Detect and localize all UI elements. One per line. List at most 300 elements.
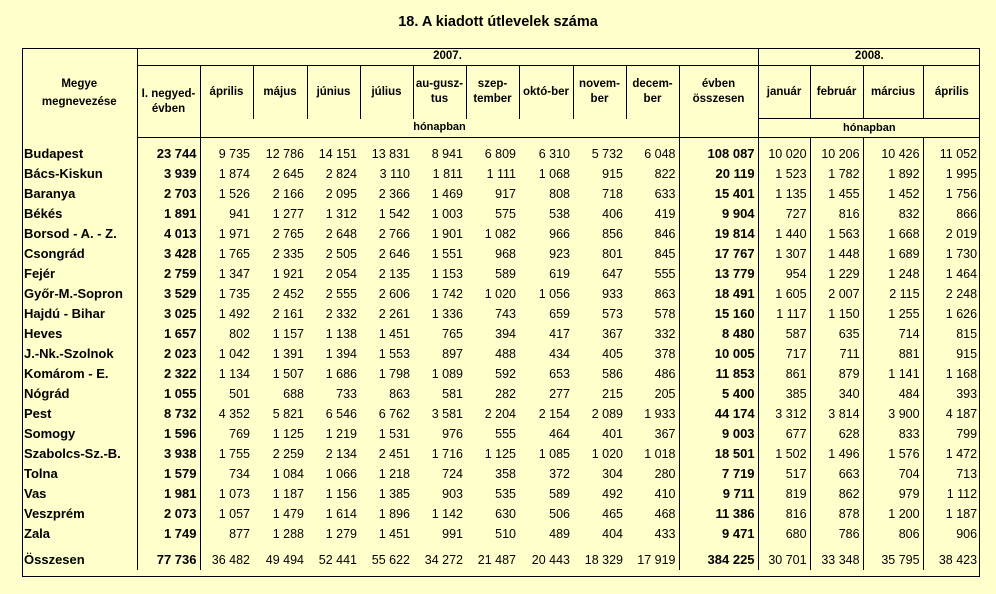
- month-2007-value: 2 606: [378, 287, 410, 301]
- month-2007-value: 6 310: [538, 147, 570, 161]
- month-2007-value: 1 347: [200, 264, 253, 284]
- month-2008-value: 2 007: [810, 284, 863, 304]
- month-2008-value: 635: [810, 324, 863, 344]
- year-total-value: 8 480: [679, 324, 758, 344]
- month-2007-value: 404: [602, 527, 623, 541]
- month-2008-value: 1 168: [923, 364, 980, 384]
- month-2007-value: 2 335: [272, 247, 304, 261]
- unit-2007-header: hónapban: [200, 119, 679, 138]
- month-2007-value: 5 821: [272, 407, 304, 421]
- month-2008-value: 915: [923, 344, 980, 364]
- month-2008-value: 806: [863, 524, 923, 544]
- month-2007-value: 492: [602, 487, 623, 501]
- county-name: J.-Nk.-Szolnok: [24, 346, 114, 361]
- q1-value: 1 749: [137, 524, 200, 544]
- month-2007-value: 49 494: [265, 553, 304, 567]
- month-2007-value: 1 542: [378, 207, 410, 221]
- month-2008-value: 1 255: [863, 304, 923, 324]
- month-2007-value: 1 551: [431, 247, 463, 261]
- month-2008-value: 587: [758, 324, 810, 344]
- month-2008-header: április: [923, 66, 980, 119]
- month-2007-value: 488: [495, 347, 516, 361]
- year-total-value: 7 719: [679, 464, 758, 484]
- month-2007-value: 2 646: [378, 247, 410, 261]
- month-2007-value: 734: [200, 464, 253, 484]
- month-2007-value: 1 020: [591, 447, 623, 461]
- county-name: Vas: [24, 486, 47, 501]
- month-2008-value: 1 455: [810, 184, 863, 204]
- month-2007-value: 619: [549, 267, 570, 281]
- month-2007-value: 1 901: [431, 227, 463, 241]
- q1-value: 1 596: [137, 424, 200, 444]
- month-2007-value: 417: [549, 327, 570, 341]
- month-2008-header: január: [758, 66, 810, 119]
- month-2007-value: 1 385: [378, 487, 410, 501]
- month-2007-value: 18 329: [584, 553, 623, 567]
- month-2007-value: 1 125: [272, 427, 304, 441]
- month-2008-value: 1 135: [758, 184, 810, 204]
- month-2008-value: 1 187: [923, 504, 980, 524]
- county-name: Fejér: [24, 266, 56, 281]
- month-2007-value: 1 056: [538, 287, 570, 301]
- month-2007-value: 419: [654, 207, 676, 221]
- month-2007-value: 863: [389, 387, 410, 401]
- month-2007-value: 2 135: [378, 267, 410, 281]
- month-2007-value: 36 482: [200, 544, 253, 570]
- month-2007-value: 433: [654, 527, 676, 541]
- month-2008-value: 1 605: [758, 284, 810, 304]
- month-2007-header: szep-tember: [466, 66, 519, 119]
- month-2007-value: 1 755: [200, 444, 253, 464]
- month-2008-value: 4 187: [923, 404, 980, 424]
- month-2008-value: 1 995: [923, 164, 980, 184]
- month-2007-value: 1 057: [200, 504, 253, 524]
- month-2007-value: 1 479: [272, 507, 304, 521]
- month-2007-value: 1 716: [431, 447, 463, 461]
- month-2007-value: 1 507: [272, 367, 304, 381]
- q1-value: 4 013: [137, 224, 200, 244]
- year-total-value: 20 119: [679, 164, 758, 184]
- month-2008-value: 677: [758, 424, 810, 444]
- county-name: Tolna: [24, 466, 58, 481]
- month-2007-header: novem-ber: [573, 66, 626, 119]
- month-2007-value: 332: [654, 327, 676, 341]
- month-2007-value: 1 082: [484, 227, 516, 241]
- month-2008-value: 1 464: [923, 264, 980, 284]
- month-2008-value: 979: [863, 484, 923, 504]
- month-2007-value: 2 645: [272, 167, 304, 181]
- q1-value: 1 657: [137, 324, 200, 344]
- month-2008-value: 2 019: [923, 224, 980, 244]
- year-total-value: 11 386: [679, 504, 758, 524]
- month-2008-value: 906: [923, 524, 980, 544]
- month-2007-value: 12 786: [265, 147, 304, 161]
- month-2007-value: 6 048: [644, 147, 676, 161]
- month-2008-value: 35 795: [863, 544, 923, 570]
- q1-value: 1 579: [137, 464, 200, 484]
- month-2008-value: 1 117: [758, 304, 810, 324]
- month-2007-value: 2 134: [325, 447, 357, 461]
- month-2007-value: 966: [549, 227, 570, 241]
- month-2008-value: 714: [863, 324, 923, 344]
- month-2007-value: 464: [549, 427, 570, 441]
- month-2007-value: 2 332: [325, 307, 357, 321]
- q1-value: 2 073: [137, 504, 200, 524]
- month-2008-value: 954: [758, 264, 810, 284]
- county-name: Veszprém: [24, 506, 85, 521]
- month-2008-value: 628: [810, 424, 863, 444]
- month-2008-value: 861: [758, 364, 810, 384]
- county-name: Zala: [24, 526, 51, 541]
- month-2007-value: 1 451: [378, 327, 410, 341]
- month-2007-value: 2 555: [325, 287, 357, 301]
- month-2007-value: 647: [602, 267, 623, 281]
- month-2008-value: 717: [758, 344, 810, 364]
- unit-2008-header: hónapban: [758, 119, 980, 138]
- month-2007-value: 555: [495, 427, 516, 441]
- month-2007-value: 304: [602, 467, 623, 481]
- month-2007-value: 405: [602, 347, 623, 361]
- year-total-value: 108 087: [679, 144, 758, 164]
- q1-value: 1 891: [137, 204, 200, 224]
- month-2007-value: 1 336: [431, 307, 463, 321]
- month-2007-value: 1 277: [272, 207, 304, 221]
- year-total-value: 18 491: [679, 284, 758, 304]
- month-2008-header: február: [810, 66, 863, 119]
- month-2008-value: 1 112: [923, 484, 980, 504]
- month-2007-value: 573: [602, 307, 623, 321]
- month-2007-value: 856: [602, 227, 623, 241]
- year-total-value: 9 711: [679, 484, 758, 504]
- q1-value: 3 428: [137, 244, 200, 264]
- month-2008-value: 1 626: [923, 304, 980, 324]
- year-total-value: 13 779: [679, 264, 758, 284]
- table-frame: [22, 48, 980, 577]
- month-2007-value: 367: [602, 327, 623, 341]
- month-2008-value: 1 229: [810, 264, 863, 284]
- month-2008-value: 2 115: [863, 284, 923, 304]
- month-2008-value: 10 206: [810, 144, 863, 164]
- month-2007-value: 1 134: [200, 364, 253, 384]
- month-2008-value: 833: [863, 424, 923, 444]
- month-2007-value: 941: [200, 204, 253, 224]
- q1-value: 3 529: [137, 284, 200, 304]
- month-2007-value: 1 142: [431, 507, 463, 521]
- month-2007-value: 2 161: [272, 307, 304, 321]
- month-2007-value: 1 157: [272, 327, 304, 341]
- month-2007-value: 2 366: [378, 187, 410, 201]
- month-2007-value: 406: [602, 207, 623, 221]
- year-total-value: 5 400: [679, 384, 758, 404]
- month-2007-value: 1 085: [538, 447, 570, 461]
- month-2008-value: 1 730: [923, 244, 980, 264]
- month-2008-value: 819: [758, 484, 810, 504]
- month-2007-value: 1 531: [378, 427, 410, 441]
- month-2007-value: 1 068: [538, 167, 570, 181]
- month-2007-value: 991: [442, 527, 463, 541]
- month-2007-value: 6 546: [325, 407, 357, 421]
- county-name: Budapest: [24, 146, 84, 161]
- month-2007-value: 1 765: [200, 244, 253, 264]
- month-2008-value: 1 141: [863, 364, 923, 384]
- q1-value: 2 759: [137, 264, 200, 284]
- month-2007-value: 506: [549, 507, 570, 521]
- month-2007-header: április: [200, 66, 253, 119]
- month-2007-value: 863: [654, 287, 676, 301]
- year-total-value: 15 160: [679, 304, 758, 324]
- month-2007-value: 1 020: [484, 287, 516, 301]
- month-2007-value: 2 261: [378, 307, 410, 321]
- month-2008-value: 11 052: [923, 144, 980, 164]
- q1-value: 8 732: [137, 404, 200, 424]
- month-2007-value: 653: [549, 367, 570, 381]
- q1-value: 3 025: [137, 304, 200, 324]
- month-2008-value: 1 452: [863, 184, 923, 204]
- year-total-value: 19 814: [679, 224, 758, 244]
- q1-value: 77 736: [137, 544, 200, 570]
- month-2007-value: 8 941: [431, 147, 463, 161]
- month-2007-value: 1 553: [378, 347, 410, 361]
- year-total-value: 17 767: [679, 244, 758, 264]
- month-2007-value: 1 288: [272, 527, 304, 541]
- month-2007-value: 2 154: [538, 407, 570, 421]
- month-2007-value: 802: [200, 324, 253, 344]
- month-2008-value: 10 020: [758, 144, 810, 164]
- month-2007-value: 1 614: [325, 507, 357, 521]
- month-2007-value: 1 874: [200, 164, 253, 184]
- month-2008-value: 816: [810, 204, 863, 224]
- month-2008-value: 1 150: [810, 304, 863, 324]
- month-2007-value: 489: [549, 527, 570, 541]
- month-2007-value: 13 831: [371, 147, 410, 161]
- month-2007-value: 1 798: [378, 367, 410, 381]
- month-2008-value: 704: [863, 464, 923, 484]
- year-total-value: 9 003: [679, 424, 758, 444]
- month-2008-value: 3 900: [863, 404, 923, 424]
- month-2007-value: 1 971: [200, 224, 253, 244]
- month-2007-value: 769: [200, 424, 253, 444]
- month-2008-value: 385: [758, 384, 810, 404]
- month-2007-header: május: [253, 66, 307, 119]
- month-2007-value: 468: [654, 507, 676, 521]
- month-2008-value: 713: [923, 464, 980, 484]
- month-2007-value: 2 259: [272, 447, 304, 461]
- month-2007-value: 589: [549, 487, 570, 501]
- month-2007-value: 465: [602, 507, 623, 521]
- month-2007-value: 358: [495, 467, 516, 481]
- month-2007-value: 1 125: [484, 447, 516, 461]
- month-2007-value: 501: [200, 384, 253, 404]
- county-name: Csongrád: [24, 246, 85, 261]
- month-2008-value: 1 892: [863, 164, 923, 184]
- month-2008-value: 862: [810, 484, 863, 504]
- month-2007-value: 2 054: [325, 267, 357, 281]
- month-2007-value: 1 279: [325, 527, 357, 541]
- county-name: Komárom - E.: [24, 366, 109, 381]
- month-2007-value: 6 809: [484, 147, 516, 161]
- county-name: Győr-M.-Sopron: [24, 286, 123, 301]
- year-2008-header: 2008.: [758, 48, 980, 66]
- year-total-value: 9 904: [679, 204, 758, 224]
- month-2007-value: 1 735: [200, 284, 253, 304]
- month-2007-header: októ-ber: [519, 66, 573, 119]
- month-2007-header: július: [360, 66, 413, 119]
- month-2007-value: 1 896: [378, 507, 410, 521]
- month-2007-value: 2 505: [325, 247, 357, 261]
- county-name: Nógrád: [24, 386, 70, 401]
- month-2007-value: 976: [442, 427, 463, 441]
- month-2007-value: 401: [602, 427, 623, 441]
- month-2008-value: 1 307: [758, 244, 810, 264]
- month-2007-value: 1 066: [325, 467, 357, 481]
- year-total-value: 384 225: [679, 544, 758, 570]
- month-2007-value: 724: [442, 467, 463, 481]
- month-2007-value: 801: [602, 247, 623, 261]
- year-total-value: 18 501: [679, 444, 758, 464]
- month-2008-value: 1 200: [863, 504, 923, 524]
- month-2008-value: 1 248: [863, 264, 923, 284]
- month-2007-value: 592: [495, 367, 516, 381]
- month-2007-value: 1 003: [431, 207, 463, 221]
- month-2007-value: 1 526: [200, 184, 253, 204]
- month-2007-value: 903: [442, 487, 463, 501]
- county-name: Borsod - A. - Z.: [24, 226, 117, 241]
- month-2008-value: 815: [923, 324, 980, 344]
- month-2007-value: 630: [495, 507, 516, 521]
- year-2007-header: 2007.: [137, 48, 758, 66]
- month-2007-value: 34 272: [424, 553, 463, 567]
- county-name: Bács-Kiskun: [24, 166, 103, 181]
- month-2007-value: 20 443: [531, 553, 570, 567]
- q1-header: I. negyed-évben: [137, 66, 200, 138]
- year-total-value: 9 471: [679, 524, 758, 544]
- month-2007-value: 578: [654, 307, 676, 321]
- month-2008-value: 1 689: [863, 244, 923, 264]
- month-2007-value: 1 921: [272, 267, 304, 281]
- month-2008-value: 38 423: [923, 544, 980, 570]
- month-2007-value: 1 153: [431, 267, 463, 281]
- month-2007-value: 2 095: [325, 187, 357, 201]
- month-2007-value: 1 742: [431, 287, 463, 301]
- month-2007-value: 55 622: [371, 553, 410, 567]
- year-total-value: 15 401: [679, 184, 758, 204]
- month-2007-value: 280: [654, 467, 676, 481]
- month-2008-value: 816: [758, 504, 810, 524]
- month-2008-value: 33 348: [810, 544, 863, 570]
- county-name: Heves: [24, 326, 63, 341]
- month-2008-value: 663: [810, 464, 863, 484]
- month-2007-value: 845: [654, 247, 676, 261]
- month-2007-value: 877: [200, 524, 253, 544]
- month-2007-value: 933: [602, 287, 623, 301]
- county-name: Baranya: [24, 186, 76, 201]
- month-2007-value: 372: [549, 467, 570, 481]
- month-2007-value: 917: [495, 187, 516, 201]
- month-2008-value: 1 502: [758, 444, 810, 464]
- month-2007-value: 1 138: [325, 327, 357, 341]
- month-2007-value: 1 111: [486, 167, 516, 181]
- month-2007-value: 282: [495, 387, 516, 401]
- month-2008-value: 1 523: [758, 164, 810, 184]
- month-2007-value: 743: [495, 307, 516, 321]
- month-2008-value: 10 426: [863, 144, 923, 164]
- month-2008-value: 879: [810, 364, 863, 384]
- month-2007-value: 733: [336, 387, 357, 401]
- month-2007-value: 968: [495, 247, 516, 261]
- month-2007-value: 633: [654, 187, 676, 201]
- month-2007-header: június: [307, 66, 360, 119]
- county-name: Békés: [24, 206, 63, 221]
- month-2007-value: 1 469: [431, 187, 463, 201]
- month-2007-value: 555: [654, 267, 676, 281]
- month-2007-value: 277: [549, 387, 570, 401]
- month-2007-value: 2 648: [325, 227, 357, 241]
- month-2008-value: 866: [923, 204, 980, 224]
- county-name: Hajdú - Bihar: [24, 306, 105, 321]
- month-2007-value: 2 204: [484, 407, 516, 421]
- year-total-header: évben összesen: [679, 66, 758, 119]
- month-2008-value: 727: [758, 204, 810, 224]
- month-2007-value: 21 487: [477, 553, 516, 567]
- county-name: Összesen: [24, 552, 85, 567]
- county-name: Szabolcs-Sz.-B.: [24, 446, 121, 461]
- q1-value: 23 744: [137, 144, 200, 164]
- month-2008-value: 1 668: [863, 224, 923, 244]
- month-2008-value: 1 472: [923, 444, 980, 464]
- month-2007-value: 1 089: [431, 367, 463, 381]
- q1-value: 2 322: [137, 364, 200, 384]
- month-2007-value: 4 352: [200, 404, 253, 424]
- page-title: 18. A kiadott útlevelek száma: [398, 14, 598, 30]
- month-2008-value: 1 440: [758, 224, 810, 244]
- month-2007-value: 1 492: [200, 304, 253, 324]
- month-2007-value: 3 581: [431, 407, 463, 421]
- month-2008-value: 3 814: [810, 404, 863, 424]
- month-2007-value: 659: [549, 307, 570, 321]
- month-2008-value: 711: [810, 344, 863, 364]
- q1-value: 1 055: [137, 384, 200, 404]
- month-2007-value: 14 151: [318, 147, 357, 161]
- month-2007-value: 765: [442, 327, 463, 341]
- month-2007-value: 1 686: [325, 367, 357, 381]
- month-2007-value: 1 218: [378, 467, 410, 481]
- month-2007-value: 486: [654, 367, 676, 381]
- month-2007-value: 923: [549, 247, 570, 261]
- month-2007-value: 581: [442, 387, 463, 401]
- month-2007-value: 1 084: [272, 467, 304, 481]
- month-2007-value: 2 824: [325, 167, 357, 181]
- month-2007-value: 575: [495, 207, 516, 221]
- month-2007-value: 378: [654, 347, 676, 361]
- month-2007-header: au-gusz-tus: [413, 66, 466, 119]
- q1-value: 1 981: [137, 484, 200, 504]
- month-2007-value: 52 441: [318, 553, 357, 567]
- month-2007-value: 1 042: [200, 344, 253, 364]
- month-2007-value: 3 110: [379, 167, 410, 181]
- month-2007-value: 2 089: [591, 407, 623, 421]
- county-name: Somogy: [24, 426, 76, 441]
- month-2007-value: 17 919: [637, 553, 676, 567]
- month-2007-value: 2 166: [272, 187, 304, 201]
- month-2007-value: 589: [495, 267, 516, 281]
- month-2007-value: 205: [654, 387, 676, 401]
- month-2008-value: 30 701: [758, 544, 810, 570]
- month-2007-value: 2 452: [272, 287, 304, 301]
- county-name: Pest: [24, 406, 52, 421]
- month-2007-value: 586: [602, 367, 623, 381]
- month-2007-value: 535: [495, 487, 516, 501]
- month-2007-value: 1 156: [325, 487, 357, 501]
